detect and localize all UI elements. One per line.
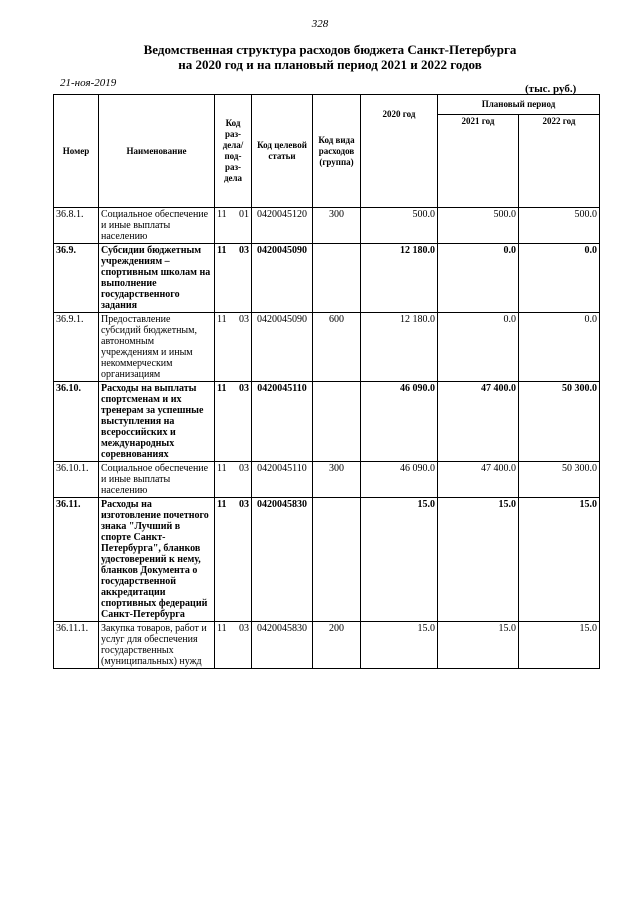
row-name: Социальное обеспечение и иные выплаты населению <box>99 208 215 244</box>
table-row <box>54 382 600 462</box>
row-section-code <box>215 244 252 313</box>
row-value-2020: 46 090.0 <box>361 382 438 462</box>
row-subsection: 03 <box>239 383 249 394</box>
row-name: Субсидии бюджетным учреждениям – спортивным школам на выполнение государственного задания <box>99 244 215 313</box>
document-title <box>60 42 600 72</box>
row-section: 11 <box>217 209 227 220</box>
row-section: 11 <box>217 314 227 325</box>
row-value-2022: 50 300.0 <box>519 382 600 462</box>
row-target-code: 0420045090 <box>252 313 313 382</box>
row-subsection: 03 <box>239 314 249 325</box>
row-target-code: 0420045830 <box>252 498 313 622</box>
row-value-2020: 12 180.0 <box>361 244 438 313</box>
row-value-2021: 0.0 <box>438 313 519 382</box>
row-subsection: 03 <box>239 245 249 256</box>
row-name: Социальное обеспечение и иные выплаты населению <box>99 462 215 498</box>
row-name: Закупка товаров, работ и услуг для обеспечения государственных (муниципальных) нужд <box>99 622 215 669</box>
row-section-code <box>215 622 252 669</box>
row-section: 11 <box>217 383 227 394</box>
row-number: 36.9. <box>54 244 99 313</box>
row-name: Расходы на изготовление почетного знака "Лучший в спорте Санкт-Петербурга", бланков удостоверений к нему, бланков Документа о государственной аккредитации спортивных федераций Санкт-Петербурга <box>99 498 215 622</box>
table-row <box>54 244 600 313</box>
row-value-2022: 0.0 <box>519 313 600 382</box>
row-value-2022: 15.0 <box>519 622 600 669</box>
row-value-2020: 46 090.0 <box>361 462 438 498</box>
row-number: 36.9.1. <box>54 313 99 382</box>
row-number: 36.10. <box>54 382 99 462</box>
row-expense-group: 200 <box>313 622 361 669</box>
page-number: 328 <box>311 18 329 30</box>
row-number: 36.8.1. <box>54 208 99 244</box>
row-value-2022: 15.0 <box>519 498 600 622</box>
row-target-code: 0420045090 <box>252 244 313 313</box>
header-rz: Код раз- дела/ под- раз- дела <box>215 95 252 208</box>
row-value-2021: 47 400.0 <box>438 382 519 462</box>
title-line-2: на 2020 год и на плановый период 2021 и 2022 годов <box>178 57 482 72</box>
row-value-2022: 0.0 <box>519 244 600 313</box>
row-value-2021: 15.0 <box>438 622 519 669</box>
row-target-code: 0420045110 <box>252 382 313 462</box>
document-date: 21-ноя-2019 <box>60 77 117 89</box>
header-number: Номер <box>54 95 99 208</box>
row-subsection: 01 <box>239 209 249 220</box>
row-section: 11 <box>217 623 227 634</box>
row-section-code <box>215 462 252 498</box>
table-row <box>54 498 600 622</box>
row-subsection: 03 <box>239 463 249 474</box>
row-value-2021: 15.0 <box>438 498 519 622</box>
header-planned: Плановый период <box>438 95 600 115</box>
table-row <box>54 208 600 244</box>
row-value-2022: 50 300.0 <box>519 462 600 498</box>
row-value-2020: 500.0 <box>361 208 438 244</box>
row-subsection: 03 <box>239 623 249 634</box>
table-row <box>54 313 600 382</box>
table-body <box>54 208 600 669</box>
row-section-code <box>215 208 252 244</box>
row-number: 36.11. <box>54 498 99 622</box>
row-value-2021: 500.0 <box>438 208 519 244</box>
row-value-2020: 12 180.0 <box>361 313 438 382</box>
row-expense-group <box>313 382 361 462</box>
row-expense-group: 600 <box>313 313 361 382</box>
row-number: 36.11.1. <box>54 622 99 669</box>
row-expense-group <box>313 244 361 313</box>
header-code: Код целевой статьи <box>252 95 313 208</box>
row-expense-group: 300 <box>313 208 361 244</box>
header-2022: 2022 год <box>519 115 600 208</box>
header-2020: 2020 год <box>361 95 438 208</box>
row-value-2021: 0.0 <box>438 244 519 313</box>
row-section-code <box>215 498 252 622</box>
table-row <box>54 622 600 669</box>
row-section: 11 <box>217 245 227 256</box>
row-target-code: 0420045830 <box>252 622 313 669</box>
row-subsection: 03 <box>239 499 249 510</box>
header-group: Код вида расходов (группа) <box>313 95 361 208</box>
budget-table <box>53 94 600 669</box>
row-expense-group <box>313 498 361 622</box>
row-name: Расходы на выплаты спортсменам и их тренерам за успешные выступления на всероссийских и международных соревнованиях <box>99 382 215 462</box>
row-section-code <box>215 313 252 382</box>
row-name: Предоставление субсидий бюджетным, автономным учреждениям и иным некоммерческим организациям <box>99 313 215 382</box>
header-name: Наименование <box>99 95 215 208</box>
header-2021: 2021 год <box>438 115 519 208</box>
row-section-code <box>215 382 252 462</box>
row-number: 36.10.1. <box>54 462 99 498</box>
row-value-2022: 500.0 <box>519 208 600 244</box>
row-target-code: 0420045110 <box>252 462 313 498</box>
row-target-code: 0420045120 <box>252 208 313 244</box>
units-label: (тыс. руб.) <box>525 83 577 95</box>
title-line-1: Ведомственная структура расходов бюджета Санкт-Петербурга <box>143 42 517 57</box>
table-row <box>54 462 600 498</box>
row-section: 11 <box>217 463 227 474</box>
row-value-2020: 15.0 <box>361 622 438 669</box>
row-value-2021: 47 400.0 <box>438 462 519 498</box>
row-value-2020: 15.0 <box>361 498 438 622</box>
row-expense-group: 300 <box>313 462 361 498</box>
row-section: 11 <box>217 499 227 510</box>
